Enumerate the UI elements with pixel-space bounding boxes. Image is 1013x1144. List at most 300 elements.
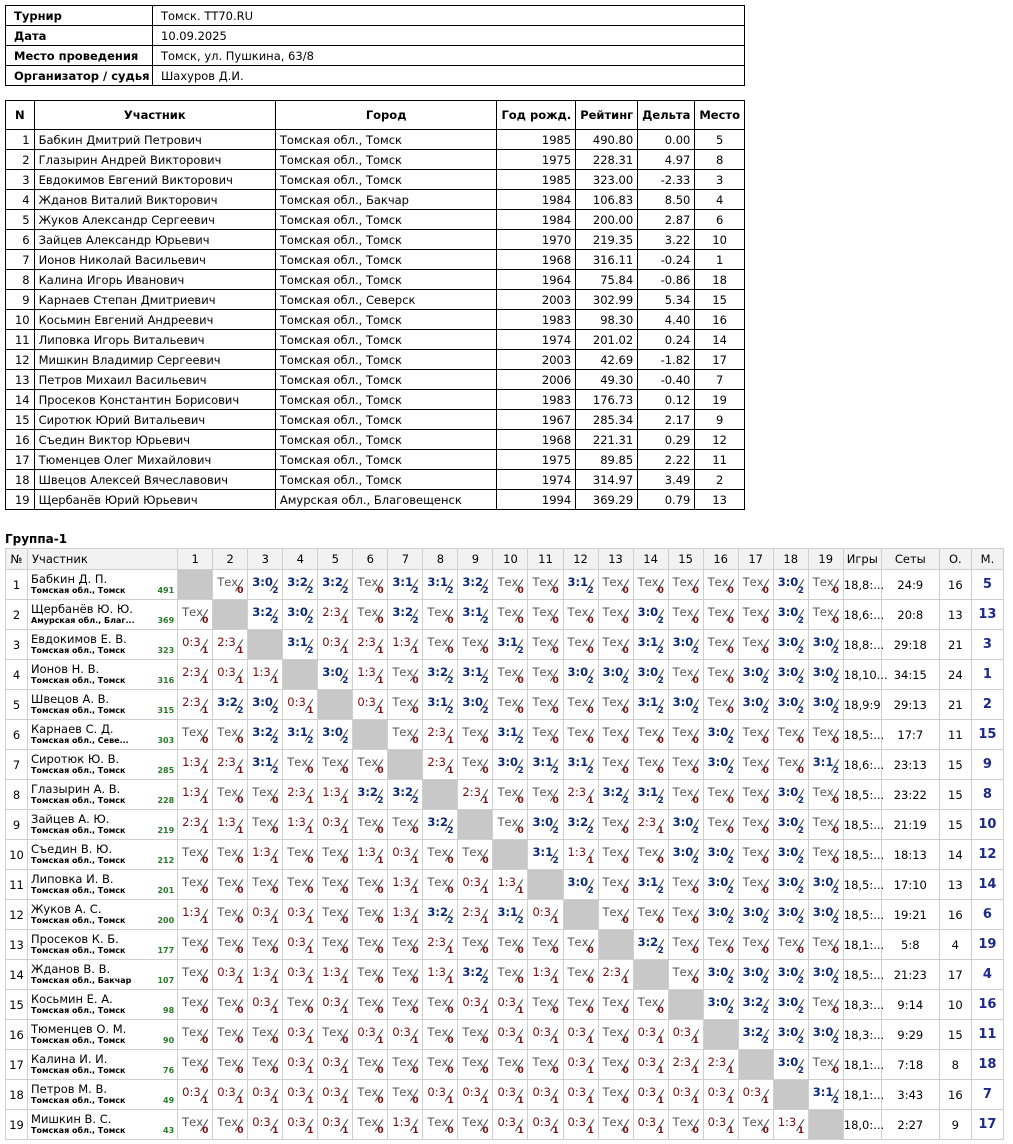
place: 3 [971,630,1003,660]
match-score: Тех [812,725,834,739]
match-score: Тех [602,1115,624,1129]
match-result-cell [423,900,458,930]
match-points: 2 [482,976,489,986]
match-result-cell [213,660,248,690]
match-points: 1 [202,826,209,836]
match-score: 2:3 [567,785,587,799]
final-place: 9 [695,410,745,430]
match-score: Тех [322,845,344,859]
match-result-cell [318,900,353,930]
participant-city: Томская обл., Бакчар [275,190,497,210]
match-points: 0 [657,1006,664,1016]
match-score: 3:0 [812,875,834,889]
match-result-cell [178,900,213,930]
column-header-participant: Участник [28,549,178,570]
match-result-cell [178,960,213,990]
match-result-cell [668,600,703,630]
match-points: 1 [307,1096,314,1106]
match-score: 0:3 [287,905,306,919]
match-points: 2 [762,1006,769,1016]
match-points: 2 [797,616,804,626]
match-result-cell [248,990,283,1020]
match-result-cell [493,1110,528,1140]
match-points: 0 [377,766,384,776]
match-points: 1 [482,1096,489,1106]
match-result-cell [528,1080,563,1110]
match-score: 1:3 [252,845,271,859]
match-points: 1 [237,676,244,686]
match-result-cell [773,930,808,960]
match-points: 0 [552,646,559,656]
match-score: 3:0 [812,965,834,979]
match-score: Тех [777,725,799,739]
match-result-cell [213,930,248,960]
match-points: 1 [412,916,419,926]
match-score: 1:3 [392,1115,411,1129]
match-points: 1 [342,1096,349,1106]
crosstable-row [6,750,1004,780]
match-score: Тех [672,605,694,619]
match-score: 0:3 [392,845,411,859]
row-number: 8 [6,270,35,290]
rating: 201.02 [576,330,638,350]
match-score: Тех [637,725,659,739]
match-points: 0 [482,1126,489,1136]
match-score: Тех [287,995,309,1009]
match-result-cell [388,570,423,600]
match-score: Тех [217,905,239,919]
match-result-cell [283,840,318,870]
match-result-cell [633,720,668,750]
points-total: 24 [939,660,971,690]
sets-total: 23:22 [881,780,939,810]
match-score: 1:3 [182,785,201,799]
match-result-cell [493,990,528,1020]
match-score: Тех [427,635,449,649]
match-points: 1 [657,1126,664,1136]
match-score: Тех [742,725,764,739]
match-result-cell [808,600,843,630]
participant-row [6,490,745,510]
match-points: 2 [517,916,524,926]
place: 9 [971,750,1003,780]
player-city: Томская обл., Томск [31,1125,126,1135]
match-result-cell [423,1080,458,1110]
match-result-cell [493,870,528,900]
match-result-cell [283,990,318,1020]
final-place: 14 [695,330,745,350]
column-header-opponent: 14 [633,549,668,570]
match-points: 0 [832,1066,839,1076]
match-result-cell [773,780,808,810]
match-result-cell [458,750,493,780]
match-score: Тех [217,725,239,739]
match-result-cell [493,780,528,810]
match-score: Тех [497,605,519,619]
column-header-sets: Сеты [881,549,939,570]
column-header-opponent: 9 [458,549,493,570]
match-points: 0 [237,1006,244,1016]
match-score: Тех [357,815,379,829]
match-score: Тех [392,815,414,829]
participant-cell [28,1020,178,1050]
match-points: 0 [482,946,489,956]
participant-city: Томская обл., Томск [275,210,497,230]
points-total: 11 [939,720,971,750]
match-score: Тех [672,785,694,799]
match-result-cell [423,960,458,990]
match-result-cell [283,630,318,660]
match-result-cell [773,660,808,690]
match-result-cell [668,690,703,720]
diagonal-cell [808,1110,843,1140]
points-total: 8 [939,1050,971,1080]
match-score: 3:0 [637,665,659,679]
match-score: 3:1 [637,875,659,889]
row-number: 10 [6,840,28,870]
match-result-cell [423,1050,458,1080]
rating-delta: 2.87 [638,210,695,230]
diagonal-cell [283,660,318,690]
match-score: 3:1 [532,845,554,859]
match-points: 0 [202,976,209,986]
match-score: 1:3 [252,965,271,979]
match-score: Тех [812,575,834,589]
match-points: 1 [272,856,279,866]
match-score: 1:3 [392,635,411,649]
match-result-cell [598,780,633,810]
participant-city: Томская обл., Томск [275,170,497,190]
row-number: 2 [6,600,28,630]
match-result-cell [458,660,493,690]
match-score: Тех [462,1025,484,1039]
player-subline [31,675,177,687]
match-result-cell [738,660,773,690]
match-result-cell [423,840,458,870]
match-result-cell [598,630,633,660]
match-score: 3:2 [392,605,413,619]
match-score: 1:3 [182,755,201,769]
match-score: Тех [567,935,589,949]
birth-year: 1974 [497,470,576,490]
match-result-cell [493,1020,528,1050]
crosstable-row [6,780,1004,810]
column-header-place: М. [971,549,1003,570]
match-score: 3:2 [427,815,448,829]
match-points: 1 [342,976,349,986]
match-points: 1 [447,946,454,956]
match-result-cell [598,960,633,990]
games-total: 18,5:... [843,960,881,990]
match-score: 1:3 [322,965,341,979]
final-place: 6 [695,210,745,230]
match-points: 2 [657,616,664,626]
match-points: 2 [832,646,839,656]
match-result-cell [703,840,738,870]
match-points: 2 [517,646,524,656]
match-points: 0 [412,946,419,956]
match-result-cell [213,810,248,840]
match-points: 1 [552,976,559,986]
match-score: Тех [777,755,799,769]
match-result-cell [178,840,213,870]
player-city: Томская обл., Томск [31,795,126,805]
match-points: 1 [517,1006,524,1016]
match-points: 1 [587,856,594,866]
match-score: Тех [567,605,589,619]
match-points: 0 [237,796,244,806]
place: 17 [971,1110,1003,1140]
match-score: Тех [497,935,519,949]
diagonal-cell [703,1020,738,1050]
match-points: 0 [447,886,454,896]
match-result-cell [248,570,283,600]
row-number: 15 [6,990,28,1020]
match-score: 1:3 [357,845,376,859]
player-subline [31,645,177,657]
match-points: 0 [692,676,699,686]
match-result-cell [633,930,668,960]
match-points: 0 [272,796,279,806]
match-result-cell [353,600,388,630]
match-result-cell [738,570,773,600]
player-rating: 219 [157,825,175,835]
match-score: 2:3 [217,755,236,769]
match-result-cell [248,810,283,840]
match-result-cell [388,660,423,690]
match-points: 2 [832,766,839,776]
match-result-cell [318,870,353,900]
match-points: 2 [587,886,594,896]
match-result-cell [598,720,633,750]
rating: 106.83 [576,190,638,210]
match-score: 3:1 [287,635,308,649]
match-points: 0 [377,1126,384,1136]
match-points: 0 [587,616,594,626]
rating-delta: 3.22 [638,230,695,250]
participant-name: Мишкин Владимир Сергеевич [34,350,275,370]
match-points: 0 [832,736,839,746]
match-result-cell [353,630,388,660]
match-score: 3:1 [497,725,519,739]
match-points: 2 [797,916,804,926]
match-points: 0 [622,826,629,836]
match-points: 0 [412,1096,419,1106]
participant-city: Томская обл., Томск [275,230,497,250]
match-result-cell [318,1020,353,1050]
match-points: 0 [412,706,419,716]
match-points: 1 [727,1126,734,1136]
match-score: 3:0 [707,995,729,1009]
rating: 219.35 [576,230,638,250]
match-points: 2 [657,646,664,656]
match-result-cell [458,930,493,960]
column-header-opponent: 2 [213,549,248,570]
match-result-cell [598,570,633,600]
match-score: 3:1 [497,905,519,919]
place: 4 [971,960,1003,990]
participant-cell [28,840,178,870]
match-points: 0 [727,946,734,956]
match-points: 2 [657,886,664,896]
match-score: 2:3 [217,635,236,649]
games-total: 18,5:... [843,870,881,900]
participant-row [6,170,745,190]
final-place: 4 [695,190,745,210]
match-points: 2 [342,676,349,686]
row-number: 12 [6,350,35,370]
match-result-cell [528,600,563,630]
match-result-cell [563,780,598,810]
match-score: 3:0 [707,845,729,859]
participant-row [6,330,745,350]
participants-table [5,100,745,510]
match-points: 1 [587,1036,594,1046]
player-name: Зайцев А. Ю. [31,811,110,826]
match-points: 1 [482,1006,489,1016]
points-total: 21 [939,690,971,720]
match-points: 2 [412,586,419,596]
player-rating: 200 [157,915,175,925]
match-result-cell [178,810,213,840]
match-points: 1 [202,796,209,806]
info-value: Томск, ул. Пушкина, 63/8 [153,46,745,66]
match-score: 3:1 [532,755,554,769]
match-result-cell [808,960,843,990]
match-score: Тех [427,845,449,859]
match-result-cell [353,660,388,690]
match-points: 0 [342,916,349,926]
match-score: Тех [707,935,729,949]
match-score: Тех [812,785,834,799]
player-rating: 323 [157,645,175,655]
match-score: Тех [637,575,659,589]
match-result-cell [283,1080,318,1110]
match-score: 3:0 [777,575,799,589]
match-points: 0 [762,586,769,596]
match-result-cell [528,1050,563,1080]
player-name: Мишкин В. С. [31,1111,112,1126]
games-total: 18,5:... [843,840,881,870]
match-points: 2 [727,886,734,896]
player-name: Съедин В. Ю. [31,841,113,856]
match-score: Тех [742,845,764,859]
match-score: 0:3 [427,1085,446,1099]
match-score: 0:3 [532,905,551,919]
participant-name: Калина Игорь Иванович [34,270,275,290]
match-result-cell [563,690,598,720]
match-score: Тех [602,815,624,829]
match-result-cell [178,930,213,960]
match-result-cell [178,780,213,810]
match-result-cell [598,690,633,720]
place: 11 [971,1020,1003,1050]
match-score: Тех [567,635,589,649]
match-result-cell [353,810,388,840]
match-score: 0:3 [392,1025,411,1039]
match-points: 0 [622,1066,629,1076]
row-number: 4 [6,190,35,210]
participant-name: Швецов Алексей Вячеславович [34,470,275,490]
match-score: 0:3 [287,935,306,949]
match-points: 0 [202,1036,209,1046]
match-points: 1 [307,1126,314,1136]
match-result-cell [213,570,248,600]
match-points: 1 [587,796,594,806]
match-score: Тех [602,725,624,739]
match-points: 2 [447,826,454,836]
column-header: Место [695,101,745,130]
match-points: 0 [482,736,489,746]
birth-year: 1983 [497,310,576,330]
match-score: 2:3 [707,1055,727,1069]
match-result-cell [283,750,318,780]
match-result-cell [703,1050,738,1080]
match-score: 3:1 [637,635,659,649]
match-score: 0:3 [357,1025,376,1039]
diagonal-cell [353,720,388,750]
match-result-cell [283,930,318,960]
diagonal-cell [738,1050,773,1080]
match-score: Тех [602,1055,624,1069]
match-result-cell [738,960,773,990]
match-points: 0 [202,616,209,626]
match-result-cell [563,750,598,780]
match-score: 3:0 [777,875,799,889]
participant-row [6,210,745,230]
participant-cell [28,990,178,1020]
birth-year: 1967 [497,410,576,430]
match-points: 0 [202,946,209,956]
match-score: 0:3 [287,695,306,709]
match-score: Тех [252,935,274,949]
match-score: 3:2 [427,905,448,919]
match-result-cell [493,1080,528,1110]
match-points: 0 [797,736,804,746]
match-result-cell [248,750,283,780]
rating-delta: -0.86 [638,270,695,290]
match-result-cell [248,930,283,960]
match-score: Тех [532,935,554,949]
match-score: 0:3 [252,905,271,919]
match-points: 1 [342,826,349,836]
player-city: Томская обл., Томск [31,945,126,955]
match-result-cell [738,870,773,900]
match-points: 1 [342,1006,349,1016]
participant-name: Ионов Николай Васильевич [34,250,275,270]
match-points: 0 [692,616,699,626]
match-result-cell [248,690,283,720]
match-points: 0 [587,946,594,956]
points-total: 16 [939,900,971,930]
match-result-cell [458,600,493,630]
participant-name: Съедин Виктор Юрьевич [34,430,275,450]
match-result-cell [388,870,423,900]
match-result-cell [668,1080,703,1110]
match-points: 0 [692,796,699,806]
rating: 228.31 [576,150,638,170]
games-total: 18,3:... [843,990,881,1020]
match-points: 0 [377,586,384,596]
match-score: Тех [217,1055,239,1069]
match-points: 0 [342,946,349,956]
tournament-info-table [5,5,745,86]
match-result-cell [458,570,493,600]
rating: 314.97 [576,470,638,490]
match-score: Тех [357,755,379,769]
match-score: 2:3 [357,635,376,649]
match-score: Тех [532,1055,554,1069]
